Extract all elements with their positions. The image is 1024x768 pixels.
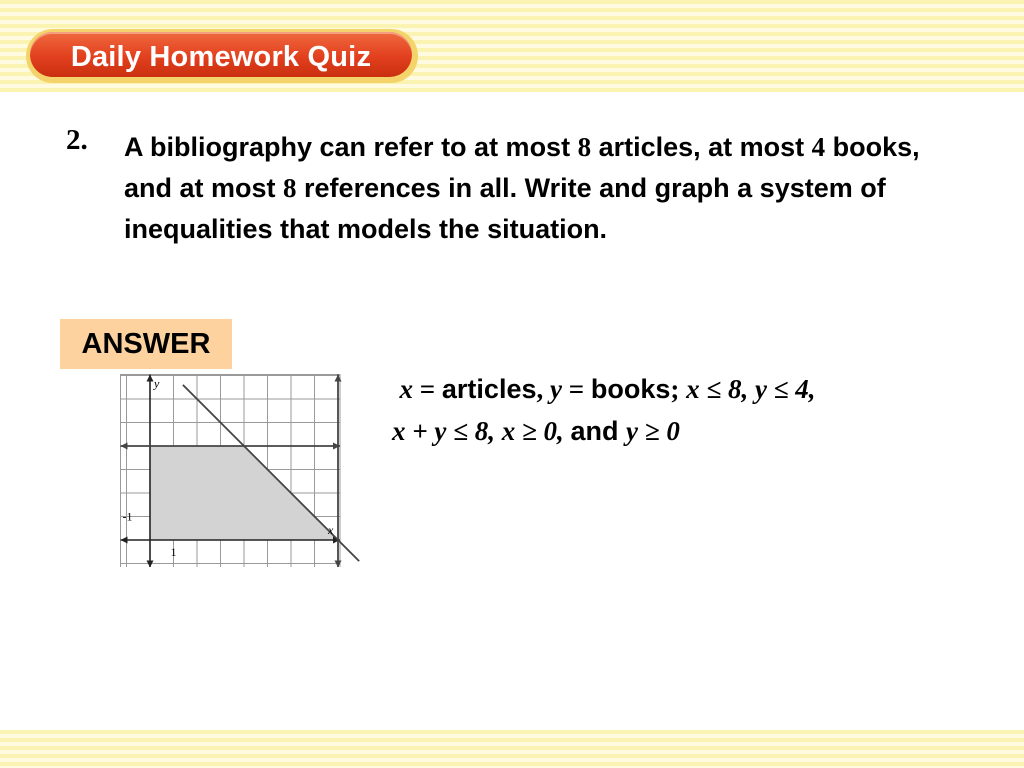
question-text-part: books, and at most	[124, 132, 920, 203]
inequality-sum-le-8: x + y ≤ 8,	[392, 416, 502, 446]
y-tick-label: -1	[122, 509, 133, 524]
inequality-y-le-4: y ≤ 4,	[754, 374, 816, 404]
semicolon: ;	[670, 374, 687, 404]
solution-line-1	[392, 368, 816, 410]
x-tick-label: 1	[170, 545, 177, 559]
question-text-part: A bibliography can refer to at most	[124, 132, 578, 162]
equals-sign: =	[561, 374, 591, 404]
question-number-value: 8	[283, 173, 297, 203]
var-x: x	[399, 374, 414, 404]
and-word: and	[570, 416, 627, 446]
equals-sign: =	[413, 374, 442, 404]
question-text-part: articles, at most	[591, 132, 812, 162]
answer-solution	[392, 368, 816, 452]
var-y: y	[549, 374, 562, 404]
page-title: Daily Homework Quiz	[70, 41, 372, 73]
question-number-value: 8	[577, 132, 592, 162]
inequality-y-ge-0: y ≥ 0	[626, 416, 680, 446]
footer-band	[0, 730, 1024, 768]
y-axis-label: y	[154, 376, 160, 391]
inequality-x-ge-0: x ≥ 0,	[501, 416, 571, 446]
title-banner-inner	[30, 32, 412, 77]
question-text-part: references in all. Write and graph a system of inequalities that models the situation.	[124, 173, 886, 244]
question-number: 2.	[66, 124, 88, 156]
inequality-graph	[120, 373, 362, 567]
answer-badge	[60, 319, 232, 369]
title-banner	[26, 29, 418, 83]
books-word: books	[590, 374, 671, 404]
solution-line-2	[392, 410, 816, 452]
question-number-value: 4	[811, 132, 826, 162]
articles-word: articles	[441, 374, 537, 404]
answer-label: ANSWER	[81, 328, 211, 360]
x-axis-label: x	[328, 523, 334, 537]
inequality-x-le-8: x ≤ 8,	[686, 374, 755, 404]
question-text	[124, 127, 974, 250]
comma: ,	[536, 374, 550, 404]
